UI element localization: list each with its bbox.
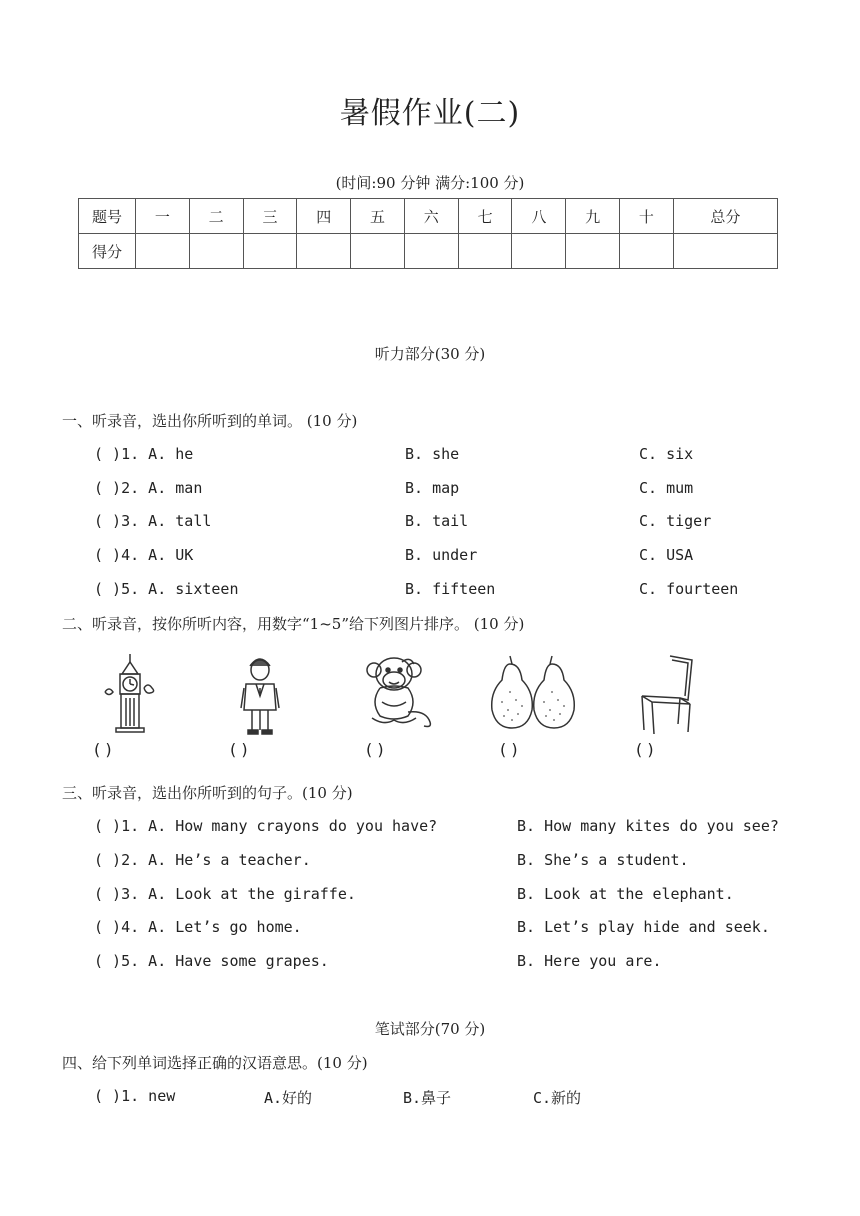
s1-q2-option-c: C. mum bbox=[639, 479, 694, 497]
s4-q1: ( )1. new bbox=[94, 1087, 176, 1105]
picture-1-blank[interactable]: ( ) bbox=[94, 740, 112, 759]
s3-q4: ( )4. A. Let’s go home. bbox=[94, 918, 302, 936]
s3-q3: ( )3. A. Look at the giraffe. bbox=[94, 885, 356, 903]
score-cell[interactable] bbox=[243, 234, 297, 269]
section-1-heading: 一、听录音，选出你所听到的单词。 (10 分) bbox=[62, 412, 358, 430]
page-title: 暑假作业(二) bbox=[339, 96, 521, 131]
score-header-cell: 五 bbox=[351, 199, 405, 234]
s1-q5: ( )5. A. sixteen bbox=[94, 580, 239, 598]
score-cell[interactable] bbox=[458, 234, 512, 269]
s1-q3-option-c: C. tiger bbox=[639, 512, 712, 530]
score-header-cell: 八 bbox=[512, 199, 566, 234]
s1-q4-option-c: C. USA bbox=[639, 546, 694, 564]
score-header-cell: 九 bbox=[566, 199, 620, 234]
score-header-cell: 二 bbox=[189, 199, 243, 234]
score-table-score-row bbox=[79, 234, 778, 269]
s1-q1: ( )1. A. he bbox=[94, 445, 194, 463]
clock-tower-icon bbox=[100, 652, 160, 734]
score-header-cell: 一 bbox=[136, 199, 190, 234]
s3-q3-option-b: B. Look at the elephant. bbox=[517, 885, 734, 903]
score-header-cell: 总分 bbox=[673, 199, 777, 234]
man-icon bbox=[238, 652, 282, 736]
score-cell[interactable] bbox=[351, 234, 405, 269]
s1-q2: ( )2. A. man bbox=[94, 479, 203, 497]
s1-q5-option-c: C. fourteen bbox=[639, 580, 739, 598]
s3-q1: ( )1. A. How many crayons do you have? bbox=[94, 817, 438, 835]
score-header-cell: 四 bbox=[297, 199, 351, 234]
section-3-heading: 三、听录音，选出你所听到的句子。(10 分) bbox=[62, 784, 353, 802]
s3-q5-option-b: B. Here you are. bbox=[517, 952, 662, 970]
s3-q2-option-b: B. She’s a student. bbox=[517, 851, 689, 869]
pears-icon bbox=[488, 652, 578, 732]
s1-q4: ( )4. A. UK bbox=[94, 546, 194, 564]
score-cell[interactable] bbox=[189, 234, 243, 269]
written-part-title: 笔试部分(70 分) bbox=[374, 1020, 486, 1038]
score-header-cell: 七 bbox=[458, 199, 512, 234]
s4-q1-option-c: C.新的 bbox=[533, 1089, 582, 1107]
s4-q1-option-a: A.好的 bbox=[264, 1089, 313, 1107]
score-cell[interactable] bbox=[136, 234, 190, 269]
s1-q1-option-c: C. six bbox=[639, 445, 694, 463]
score-header-cell: 三 bbox=[243, 199, 297, 234]
time-info: (时间:90 分钟 满分:100 分) bbox=[335, 174, 525, 192]
s1-q2-option-b: B. map bbox=[405, 479, 460, 497]
score-cell[interactable] bbox=[620, 234, 674, 269]
section-4-heading: 四、给下列单词选择正确的汉语意思。(10 分) bbox=[62, 1054, 368, 1072]
s3-q5: ( )5. A. Have some grapes. bbox=[94, 952, 329, 970]
picture-3-blank[interactable]: ( ) bbox=[366, 740, 384, 759]
score-header-cell: 十 bbox=[620, 199, 674, 234]
s3-q1-option-b: B. How many kites do you see? bbox=[517, 817, 779, 835]
score-cell[interactable] bbox=[512, 234, 566, 269]
listening-part-title: 听力部分(30 分) bbox=[374, 345, 486, 363]
monkey-icon bbox=[362, 652, 438, 728]
score-cell[interactable] bbox=[566, 234, 620, 269]
picture-5-blank[interactable]: ( ) bbox=[636, 740, 654, 759]
chair-icon bbox=[636, 652, 698, 736]
section-2-heading: 二、听录音，按你所听内容，用数字“1~5”给下列图片排序。 (10 分) bbox=[62, 615, 525, 633]
score-cell[interactable] bbox=[673, 234, 777, 269]
s1-q1-option-b: B. she bbox=[405, 445, 460, 463]
s1-q3-option-b: B. tail bbox=[405, 512, 469, 530]
picture-4-blank[interactable]: ( ) bbox=[500, 740, 518, 759]
score-row-label: 得分 bbox=[79, 234, 136, 269]
s3-q2: ( )2. A. He’s a teacher. bbox=[94, 851, 311, 869]
s1-q3: ( )3. A. tall bbox=[94, 512, 212, 530]
s1-q5-option-b: B. fifteen bbox=[405, 580, 496, 598]
score-cell[interactable] bbox=[297, 234, 351, 269]
s4-q1-option-b: B.鼻子 bbox=[403, 1089, 452, 1107]
s3-q4-option-b: B. Let’s play hide and seek. bbox=[517, 918, 770, 936]
picture-2-blank[interactable]: ( ) bbox=[230, 740, 248, 759]
score-table bbox=[78, 198, 778, 269]
s1-q4-option-b: B. under bbox=[405, 546, 478, 564]
score-header-cell: 六 bbox=[404, 199, 458, 234]
score-header-cell: 题号 bbox=[79, 199, 136, 234]
score-cell[interactable] bbox=[404, 234, 458, 269]
score-table-header-row bbox=[79, 199, 778, 234]
